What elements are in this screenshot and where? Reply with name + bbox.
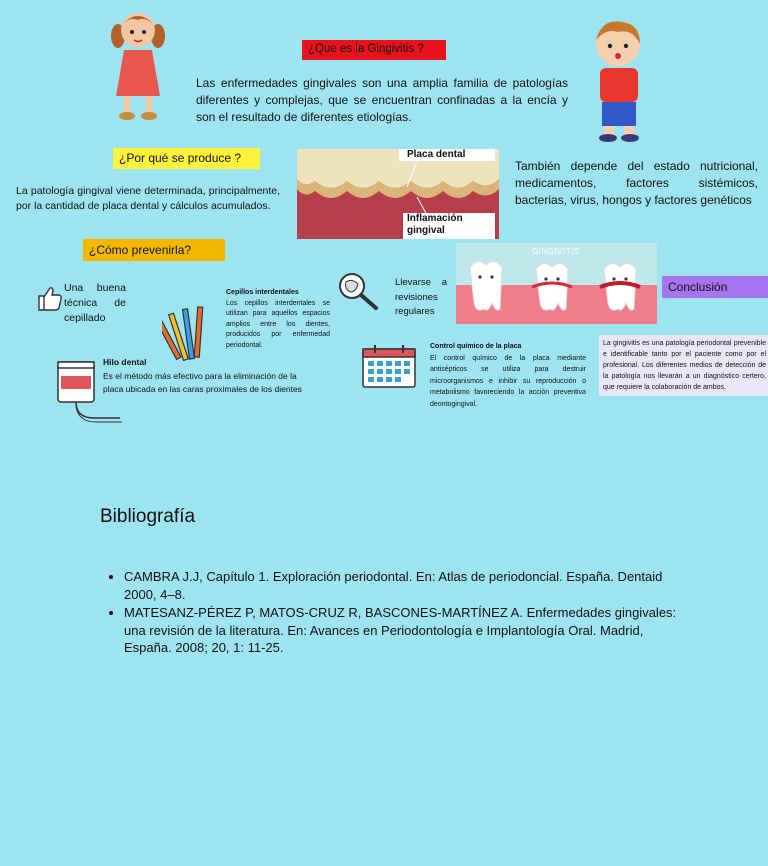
floss-text: Es el método más efectivo para la eliminación de la placa ubicada en las caras proximales de los dientes xyxy=(103,370,302,394)
inflammation-label-line2: gingival xyxy=(407,225,445,236)
chemical-control-block xyxy=(430,341,586,410)
interdental-text: Los cepillos interdentales se utilizan para aquellos espacios amplios entre los dientes, producidos por enfermedad periodontal. xyxy=(226,299,330,349)
checkups-text: Llevarse a revisiones regulares xyxy=(395,277,447,317)
girl-illustration xyxy=(106,6,170,124)
floss-title: Hilo dental xyxy=(103,357,147,367)
plaque-gum-image xyxy=(297,149,499,239)
teeth-image-label: GINGIVITIS xyxy=(532,247,580,256)
conclusion-text: La gingivitis es una patología periodontal prevenible e identificable tanto por el paciente como por el profesional. Los diferentes medios de detección de la patología nos llevarán a un diagnóstico certero, que requiere la colaboración de ambos. xyxy=(599,335,768,396)
bibliography-list xyxy=(102,568,682,658)
chemical-control-title: Control químico de la placa xyxy=(430,343,522,350)
gingivitis-teeth-image xyxy=(456,243,657,324)
bibliography-item: • CAMBRA J.J, Capítulo 1. Exploración periodontal. En: Atlas de periodoncial. España. Dentaid 2000, 4–8. xyxy=(124,568,682,603)
chemical-control-text: El control químico de la placa mediante antisépticos se utiliza para destruir microorganismos e inhibir su reproducción o metabolismo favoreciendo la acción preventiva deontogingival. xyxy=(430,354,586,408)
brushing-text: Una buena técnica de cepillado xyxy=(64,282,126,324)
bibliography-item: • MATESANZ-PÉREZ P, MATOS-CRUZ R, BASCONES-MARTÍNEZ A. Enfermedades gingivales: una revisión de la literatura. En: Avances en Periodontología e Implantología Oral. Madrid, España. 2008; 20, 1: 11-25. xyxy=(124,604,682,657)
bibliography-title: Bibliografía xyxy=(100,506,196,527)
additional-factors-text: También depende del estado nutricional, medicamentos, factores sistémicos, bacterias, virus, hongos y factores genéticos xyxy=(515,159,758,207)
inflammation-label-line1: Inflamación xyxy=(407,213,463,224)
gingivitis-definition: Las enfermedades gingivales son una amplia familia de patologías diferentes y complejas, que se encuentran confinadas a la encía y son el resultado de diferentes etiologías. xyxy=(196,76,568,124)
magnifier-icon xyxy=(334,270,382,312)
calendar-icon xyxy=(361,343,417,389)
thumbs-up-icon xyxy=(35,284,63,312)
boy-illustration xyxy=(582,14,656,144)
floss-block xyxy=(103,356,315,397)
prevention-title: ¿Cómo prevenirla? xyxy=(83,239,225,261)
interdental-brush-icon xyxy=(162,303,214,363)
gingivitis-question-title: ¿Que es la Gingivitis ? xyxy=(302,40,446,60)
cause-text: La patología gingival viene determinada, principalmente, por la cantidad de placa dental y cálculos acumulados. xyxy=(16,185,280,212)
plaque-label: Placa dental xyxy=(399,149,495,161)
conclusion-title: Conclusión xyxy=(662,276,768,298)
interdental-block xyxy=(226,288,330,352)
cause-title: ¿Por qué se produce ? xyxy=(113,148,260,169)
interdental-title: Cepillos interdentales xyxy=(226,289,299,296)
